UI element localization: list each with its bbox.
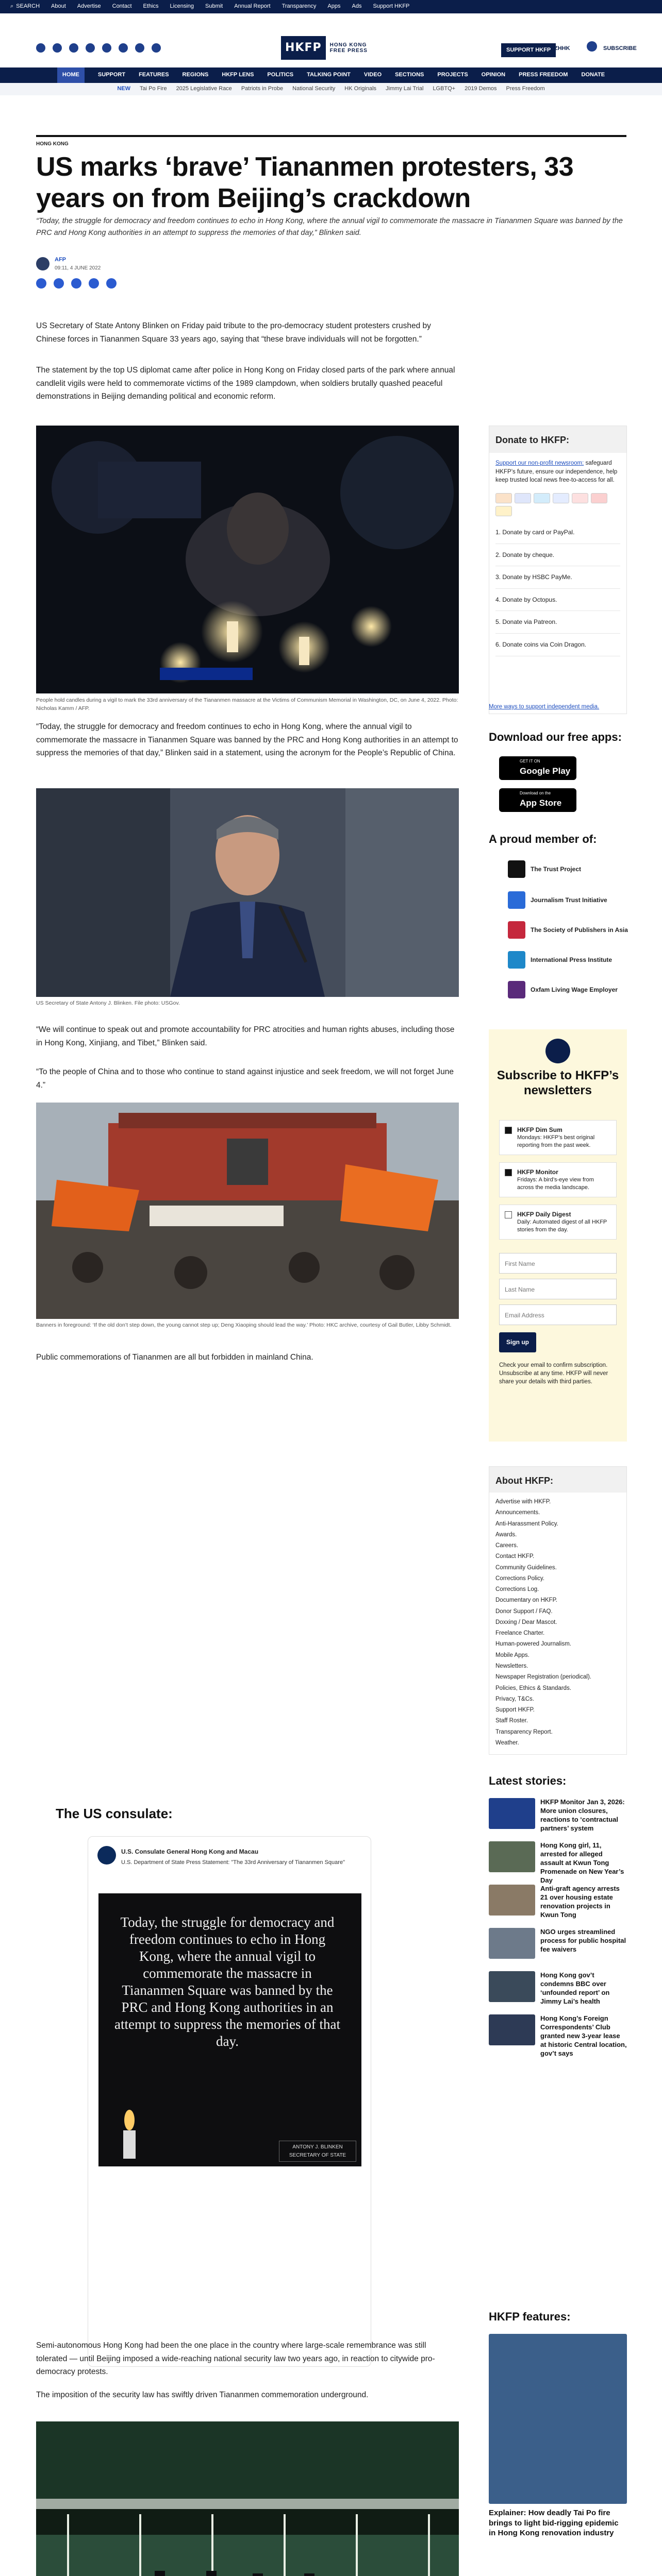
embedded-tweet[interactable] xyxy=(88,1836,371,2367)
oxfam-logo xyxy=(508,981,525,998)
utility-bar xyxy=(0,0,662,13)
sign-up-button[interactable]: Sign up xyxy=(499,1332,536,1352)
facebook-icon[interactable] xyxy=(36,43,45,53)
nav-opinion[interactable]: OPINION xyxy=(481,72,506,78)
about-link[interactable]: Newspaper Registration (periodical). xyxy=(495,1674,591,1681)
x-share-icon[interactable] xyxy=(54,278,64,289)
member-title: A proud member of: xyxy=(489,833,597,845)
about-widget xyxy=(489,1466,627,1755)
about-link[interactable]: Newsletters. xyxy=(495,1663,528,1669)
telegram-icon[interactable] xyxy=(135,43,144,53)
more-ways-link[interactable]: More ways to support independent media. xyxy=(489,704,600,710)
latest-story[interactable] xyxy=(489,1798,627,1833)
search-icon: ⌕ xyxy=(10,3,14,10)
trending-item[interactable]: 2025 Legislative Race xyxy=(176,86,232,92)
ethics-link[interactable]: Ethics xyxy=(143,3,159,10)
about-link[interactable]: Doxxing / Dear Mascot. xyxy=(495,1619,557,1625)
nav-politics[interactable]: POLITICS xyxy=(267,72,294,78)
feature-story[interactable] xyxy=(489,2334,627,2538)
paypal-icon xyxy=(553,493,569,503)
nav-support[interactable]: SUPPORT xyxy=(97,72,126,78)
about-link[interactable]: Policies, Ethics & Standards. xyxy=(495,1685,572,1691)
annual-report-link[interactable]: Annual Report xyxy=(234,3,271,10)
about-link[interactable]: Support HKFP. xyxy=(495,1707,535,1714)
trending-item[interactable]: 2019 Demos xyxy=(465,86,497,92)
tweet-quote: Today, the struggle for democracy and freedom continues to echo in Hong Kong, where the annual vigil to commemorate the massacre in Tiananmen Square was banned by the PRC and Hong Kong authorities in an attempt to suppress the memories of that day. xyxy=(114,1914,340,2049)
about-links xyxy=(489,1493,626,1753)
tweet-signature: ANTONY J. BLINKEN SECRETARY OF STATE xyxy=(279,2141,356,2162)
story-thumbnail xyxy=(489,1841,535,1872)
about-link[interactable]: Careers. xyxy=(495,1543,519,1549)
checkbox-checked[interactable] xyxy=(505,1169,512,1176)
sopa-logo xyxy=(508,921,525,939)
support-link[interactable]: Support HKFP xyxy=(373,3,410,10)
features-title: HKFP features: xyxy=(489,2310,571,2323)
threads-icon[interactable] xyxy=(86,43,95,53)
byline xyxy=(36,256,101,273)
email-share-icon[interactable] xyxy=(106,278,117,289)
whatsapp-share-icon[interactable] xyxy=(71,278,81,289)
licensing-link[interactable]: Licensing xyxy=(170,3,194,10)
nav-donate[interactable]: DONATE xyxy=(581,72,605,78)
google-play-button[interactable]: GET IT ON Google Play xyxy=(499,756,576,780)
story-headline: Anti-graft agency arrests 21 over housing estate renovation projects in Kwun Tong xyxy=(540,1885,620,1919)
facebook-share-icon[interactable] xyxy=(36,278,46,289)
member-jti[interactable]: Journalism Trust Initiative xyxy=(508,891,607,909)
nav-regions[interactable]: REGIONS xyxy=(182,72,209,78)
trending-item[interactable]: Tai Po Fire xyxy=(139,86,167,92)
story-headline: NGO urges streamlined process for public hospital fee waivers xyxy=(540,1928,626,1953)
about-link[interactable]: Transparency Report. xyxy=(495,1728,553,1735)
last-name-field[interactable]: Last Name xyxy=(499,1279,617,1299)
story-headline: Hong Kong girl, 11, arrested for alleged assault at Kwun Tong Promenade on New Year’s Day xyxy=(540,1841,624,1884)
tweet-text: U.S. Department of State Press Statement: "The 33rd Anniversary of Tiananmen Square" xyxy=(121,1859,345,1866)
instagram-icon[interactable] xyxy=(69,43,78,53)
donate-widget xyxy=(489,426,627,714)
donate-method[interactable]: 6. Donate coins via Coin Dragon. xyxy=(495,634,620,656)
story-headline: HKFP Monitor Jan 3, 2026: More union closures, reactions to ‘contractual partners’ system xyxy=(540,1798,625,1832)
trending-item[interactable]: Jimmy Lai Trial xyxy=(386,86,424,92)
member-ipi[interactable]: International Press Institute xyxy=(508,951,612,969)
about-link[interactable]: Donor Support / FAQ. xyxy=(495,1608,553,1615)
amex-icon xyxy=(534,493,550,503)
trending-label: NEW xyxy=(117,86,130,92)
donate-link[interactable]: Support our non-profit newsroom: xyxy=(495,460,584,466)
donate-methods xyxy=(489,518,626,659)
ads-link[interactable]: Ads xyxy=(352,3,362,10)
nav-lens[interactable]: HKFP LENS xyxy=(222,72,254,78)
nav-sections[interactable]: SECTIONS xyxy=(395,72,424,78)
newsletter-widget xyxy=(489,1029,627,1442)
first-name-field[interactable]: First Name xyxy=(499,1253,617,1274)
donate-widget-title: Donate to HKFP: xyxy=(489,426,626,453)
paragraph: Public commemorations of Tiananmen are all but forbidden in mainland China. xyxy=(36,1353,313,1362)
paragraph: “To the people of China and to those who continue to stand against injustice and seek freedom, we will not forget June 4.” xyxy=(36,1067,454,1090)
about-link[interactable]: Announcements. xyxy=(495,1510,540,1516)
paragraph: The imposition of the security law has swiftly driven Tiananmen commemoration underground. xyxy=(36,2391,369,2399)
ipi-logo xyxy=(508,951,525,969)
donate-widget-intro: Support our non-profit newsroom: safeguard HKFP’s future, ensure our independence, help keep trusted local news free-to-access for all. xyxy=(495,460,618,484)
about-link[interactable]: Corrections Policy. xyxy=(495,1575,545,1582)
about-link[interactable]: Mobile Apps. xyxy=(495,1652,529,1658)
latest-title: Latest stories: xyxy=(489,1774,567,1787)
nav-features[interactable]: FEATURES xyxy=(139,72,169,78)
article-title: US marks ‘brave’ Tiananmen protesters, 33 years on from Beijing’s crackdown xyxy=(36,152,574,214)
tweet-image xyxy=(98,1893,361,2166)
about-title: About HKFP: xyxy=(489,1467,626,1493)
donate-method[interactable]: 3. Donate by HSBC PayMe. xyxy=(495,566,620,589)
newsletter-option[interactable]: HKFP Daily Digest Daily: Automated digest of all HKFP stories from the day. xyxy=(499,1205,617,1240)
paragraph: “Today, the struggle for democracy and freedom continues to echo in Hong Kong, where the annual vigil to commemorate the massacre in Tiananmen Square was banned by the PRC and Hong Kong authorities in an attempt to suppress the memories of that day,” Blinken said in a statement, using the acronym for the People’s Republic of China. xyxy=(36,722,458,758)
trending-item[interactable]: Press Freedom xyxy=(506,86,545,92)
newsletter-option[interactable]: HKFP Dim Sum Mondays: HKFP’s best original reporting from the past week. xyxy=(499,1120,617,1155)
about-link[interactable]: Community Guidelines. xyxy=(495,1564,557,1571)
victoria-park-photo xyxy=(36,2421,459,2576)
submit-link[interactable]: Submit xyxy=(205,3,223,10)
photo-caption: Banners in foreground: ‘If the old don’t step down, the young cannot step up; Deng Xiaoping should lead the way.’ Photo: HKC archive, courtesy of Gail Butler, Libby Schmidt. xyxy=(36,1322,452,1328)
hkfp-logo[interactable]: HKFP HONG KONG FREE PRESS xyxy=(281,36,382,60)
newsletter-note: Check your email to confirm subscription. Unsubscribe at any time. HKFP will never share your details with third parties. xyxy=(499,1362,608,1385)
article-lede: “Today, the struggle for democracy and freedom continues to echo in Hong Kong, where the annual vigil to commemorate the massacre in Tiananmen Square was banned by the PRC and Hong Kong authorities in an attempt to suppress the memories of that day,” Blinken said. xyxy=(36,217,623,238)
about-link[interactable]: Anti-Harassment Policy. xyxy=(495,1520,558,1527)
nav-projects[interactable]: PROJECTS xyxy=(437,72,468,78)
newsletter-option[interactable]: HKFP Monitor Fridays: A bird’s-eye view from across the media landscape. xyxy=(499,1162,617,1197)
about-link[interactable]: Advertise with HKFP. xyxy=(495,1499,551,1505)
story-thumbnail xyxy=(489,1928,535,1959)
visa-icon xyxy=(515,493,531,503)
trending-item[interactable]: Patriots in Probe xyxy=(241,86,284,92)
payme-icon xyxy=(591,493,607,503)
story-thumbnail xyxy=(489,1971,535,2002)
telegram-share-icon[interactable] xyxy=(89,278,99,289)
nav-press-freedom[interactable]: PRESS FREEDOM xyxy=(519,72,568,78)
member-oxfam[interactable]: Oxfam Living Wage Employer xyxy=(508,981,618,998)
apps-link[interactable]: Apps xyxy=(327,3,341,10)
donate-method[interactable]: 2. Donate by cheque. xyxy=(495,544,620,567)
section-heading: The US consulate: xyxy=(56,1806,173,1821)
contact-link[interactable]: Contact xyxy=(112,3,132,10)
story-headline: Hong Kong gov’t condemns BBC over ‘unfounded report’ on Jimmy Lai’s health xyxy=(540,1971,610,2005)
vigil-photo xyxy=(36,426,459,693)
subscribe-link[interactable]: SUBSCRIBE xyxy=(603,45,637,52)
share-icons xyxy=(36,278,117,289)
about-link[interactable]: Privacy, T&Cs. xyxy=(495,1696,534,1702)
about-link[interactable]: Documentary on HKFP. xyxy=(495,1597,557,1604)
donate-method[interactable]: 1. Donate by card or PayPal. xyxy=(495,521,620,544)
story-headline: Hong Kong’s Foreign Correspondents’ Club granted new 3-year lease at historic Central location, gov’t says xyxy=(540,2014,627,2057)
blinken-photo xyxy=(36,788,459,997)
transparency-link[interactable]: Transparency xyxy=(282,3,317,10)
trending-item[interactable]: LGBTQ+ xyxy=(433,86,456,92)
consulate-avatar xyxy=(97,1846,116,1865)
about-link[interactable]: Human-powered Journalism. xyxy=(495,1641,572,1648)
about-link[interactable]: Weather. xyxy=(495,1739,519,1746)
latest-story[interactable] xyxy=(489,1841,627,1885)
nav-talking-point[interactable]: TALKING POINT xyxy=(307,72,351,78)
youtube-icon[interactable] xyxy=(119,43,128,53)
paragraph: US Secretary of State Antony Blinken on Friday paid tribute to the pro-democracy student protesters crushed by Chinese forces in Tiananmen Square 33 years ago, saying that “these brave individuals will not be forgotten.” xyxy=(36,321,431,344)
linkedin-icon[interactable] xyxy=(102,43,111,53)
tiananmen-1989-photo xyxy=(36,1103,459,1319)
about-link[interactable]: Contact HKFP. xyxy=(495,1553,535,1560)
email-icon[interactable] xyxy=(152,43,161,53)
photo-caption: US Secretary of State Antony J. Blinken. File photo: USGov. xyxy=(36,1000,180,1006)
story-thumbnail xyxy=(489,2014,535,2045)
trust-project-logo xyxy=(508,860,525,878)
author-name[interactable]: AFP xyxy=(55,257,66,263)
latest-story[interactable] xyxy=(489,1928,627,1959)
payment-icons xyxy=(489,491,626,518)
article-category[interactable]: HONG KONG xyxy=(36,141,69,147)
mastercard-icon xyxy=(495,493,512,503)
jti-logo xyxy=(508,891,525,909)
newsletter-title: Subscribe to HKFP’s newsletters xyxy=(496,1069,619,1097)
octopus-icon xyxy=(495,506,512,516)
tweet-account[interactable]: U.S. Consulate General Hong Kong and Macau xyxy=(121,1848,259,1855)
newsletter-icon xyxy=(545,1039,570,1063)
support-hkfp-button[interactable]: SUPPORT HKFP xyxy=(501,43,556,57)
account-icon[interactable] xyxy=(587,41,597,52)
paragraph: Semi-autonomous Hong Kong had been the one place in the country where large-scale remembrance was still tolerated — until Beijing imposed a wide-reaching national security law two years ago, in reaction to citywide pro-democracy protests. xyxy=(36,2341,435,2377)
language-toggle[interactable]: ZHHK xyxy=(554,45,570,52)
story-thumbnail xyxy=(489,1798,535,1829)
latest-story[interactable] xyxy=(489,1885,627,1920)
trending-item[interactable]: HK Originals xyxy=(344,86,377,92)
latest-story[interactable] xyxy=(489,2014,627,2058)
candle-icon xyxy=(114,2110,145,2161)
feature-image xyxy=(489,2334,627,2504)
latest-story[interactable] xyxy=(489,1971,627,2006)
author-avatar xyxy=(36,257,49,270)
social-icons xyxy=(36,43,161,53)
title-rule xyxy=(36,135,626,137)
search-link[interactable]: ⌕ SEARCH xyxy=(10,2,40,11)
checkbox-checked[interactable] xyxy=(505,1127,512,1134)
trending-bar xyxy=(0,83,662,95)
trending-item[interactable]: National Security xyxy=(292,86,336,92)
app-store-button[interactable]: Download on the App Store xyxy=(499,788,576,812)
story-thumbnail xyxy=(489,1885,535,1916)
donate-method[interactable]: 4. Donate by Octopus. xyxy=(495,589,620,612)
member-sopa[interactable]: The Society of Publishers in Asia xyxy=(508,921,628,939)
paragraph: The statement by the top US diplomat came after police in Hong Kong on Friday closed parts of the park where annual candlelit vigils were held to commemorate victims of the 1989 clampdown, when soldiers brutally quashed peaceful demonstrations in Beijing demanding political and economic reform. xyxy=(36,366,455,401)
about-link[interactable]: Corrections Log. xyxy=(495,1586,539,1593)
publish-date: 09:11, 4 JUNE 2022 xyxy=(55,265,101,272)
about-link[interactable]: Staff Roster. xyxy=(495,1718,528,1724)
main-nav xyxy=(0,67,662,83)
about-link[interactable]: Awards. xyxy=(495,1531,517,1538)
nav-home[interactable]: HOME xyxy=(57,67,85,82)
masthead xyxy=(0,13,662,67)
member-trust-project[interactable]: The Trust Project xyxy=(508,860,581,878)
x-icon[interactable] xyxy=(53,43,62,53)
nav-video[interactable]: VIDEO xyxy=(363,72,382,78)
about-link[interactable]: About xyxy=(51,3,66,10)
paragraph: “We will continue to speak out and promote accountability for PRC atrocities and human rights abuses, including those in Hong Kong, Xinjiang, and Tibet,” Blinken said. xyxy=(36,1025,455,1047)
feature-headline: Explainer: How deadly Tai Po fire brings to light bid-rigging epidemic in Hong Kong renovation industry xyxy=(489,2509,619,2537)
about-link[interactable]: Freelance Charter. xyxy=(495,1630,545,1637)
donate-method[interactable]: 5. Donate via Patreon. xyxy=(495,611,620,634)
apps-title: Download our free apps: xyxy=(489,731,622,743)
checkbox-unchecked[interactable] xyxy=(505,1211,512,1218)
unionpay-icon xyxy=(572,493,588,503)
advertise-link[interactable]: Advertise xyxy=(77,3,101,10)
email-field[interactable]: Email Address xyxy=(499,1304,617,1325)
photo-caption: People hold candles during a vigil to mark the 33rd anniversary of the Tiananmen massacre at the Victims of Communism Memorial in Washington, DC, on June 4, 2022. Photo: Nicholas Kamm / AFP. xyxy=(36,697,458,711)
